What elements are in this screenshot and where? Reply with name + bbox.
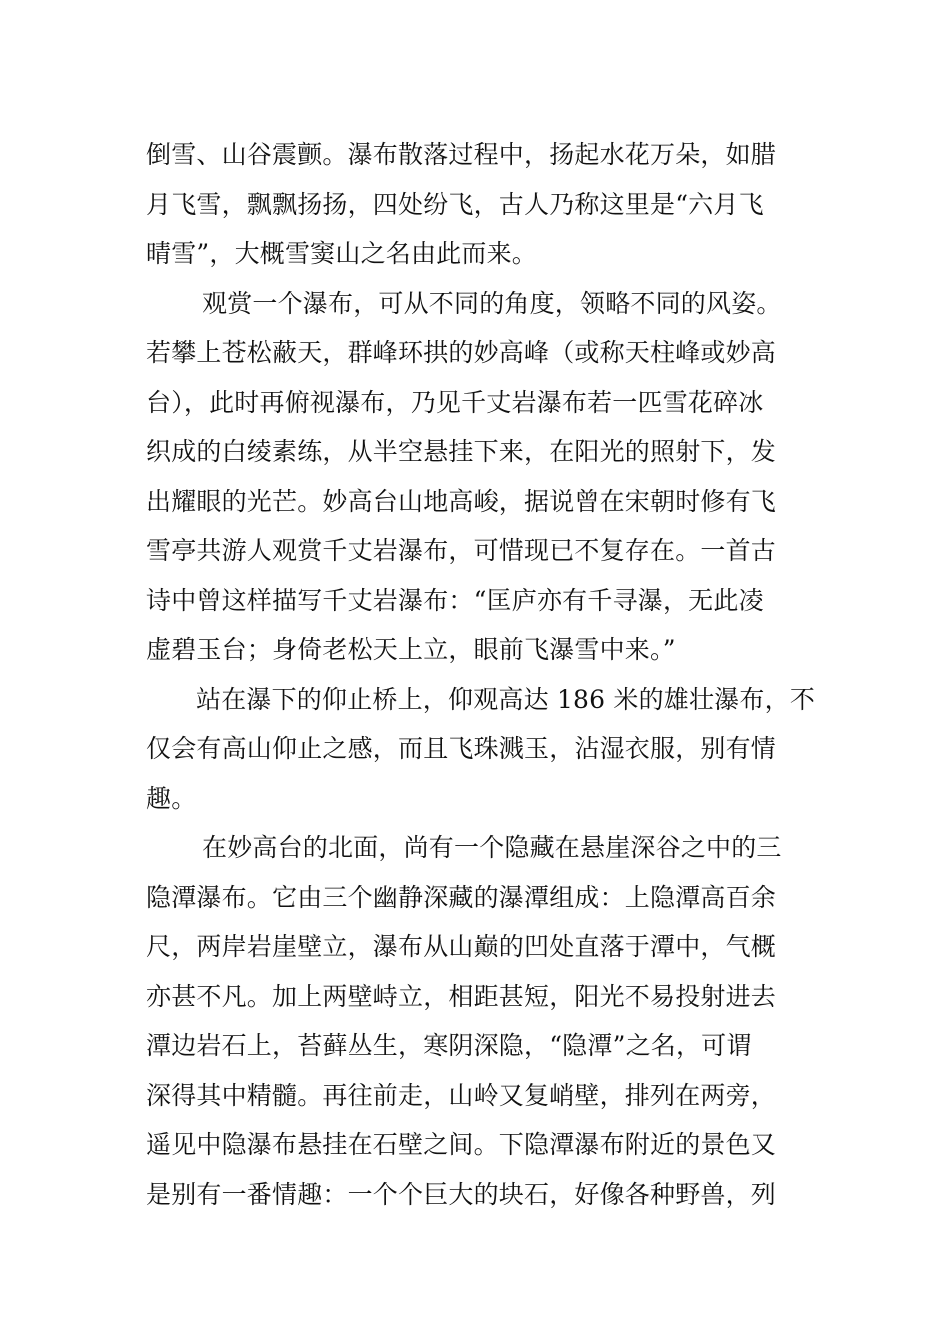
text-line: 台），此时再俯视瀑布，乃见千丈岩瀑布若一匹雪花碎冰 bbox=[146, 387, 764, 417]
text-line: 虚碧玉台；身倚老松天上立，眼前飞瀑雪中来。” bbox=[146, 635, 676, 664]
body-text bbox=[146, 130, 816, 1219]
text-line: 是别有一番情趣：一个个巨大的块石，好像各种野兽，列 bbox=[146, 1179, 777, 1209]
text-line: 亦甚不凡。加上两壁峙立，相距甚短，阳光不易投射进去 bbox=[146, 981, 777, 1011]
paragraph-first-line: 在妙高台的北面，尚有一个隐藏在悬崖深谷之中的三 bbox=[202, 833, 782, 862]
text-line: 月飞雪，飘飘扬扬，四处纷飞，古人乃称这里是“六月飞 bbox=[146, 189, 764, 219]
text-line: 遥见中隐瀑布悬挂在石壁之间。下隐潭瀑布附近的景色又 bbox=[146, 1130, 777, 1159]
text-line: 晴雪”，大概雪窦山之名由此而来。 bbox=[146, 239, 537, 268]
text-line: 若攀上苍松蔽天，群峰环拱的妙高峰（或称天柱峰或妙高 bbox=[146, 338, 777, 367]
text-line: 潭边岩石上，苔藓丛生，寒阴深隐，“隐潭”之名，可谓 bbox=[146, 1031, 752, 1060]
text-line: 诗中曾这样描写千丈岩瀑布：“匡庐亦有千寻瀑，无此凌 bbox=[146, 585, 764, 615]
text-line: 深得其中精髓。再往前走，山岭又复峭壁，排列在两旁， bbox=[146, 1080, 777, 1110]
paragraph-first-line: 观赏一个瀑布，可从不同的角度，领略不同的风姿。 bbox=[202, 288, 782, 318]
text-line: 雪亭共游人观赏千丈岩瀑布，可惜现已不复存在。一首古 bbox=[146, 536, 777, 565]
text-line: 尺，两岸岩崖壁立，瀑布从山巅的凹处直落于潭中，气概 bbox=[146, 932, 777, 961]
text-line: 隐潭瀑布。它由三个幽静深藏的瀑潭组成：上隐潭高百余 bbox=[146, 882, 777, 912]
text-line: 趣。 bbox=[146, 783, 197, 813]
text-line: 仅会有高山仰止之感，而且飞珠溅玉，沾湿衣服，别有情 bbox=[146, 734, 777, 763]
paragraph-first-line: 站在瀑下的仰止桥上，仰观高达 186 米的雄壮瀑布，不 bbox=[196, 684, 816, 714]
text-line: 织成的白绫素练，从半空悬挂下来，在阳光的照射下，发 bbox=[146, 437, 777, 466]
text-line: 出耀眼的光芒。妙高台山地高峻，据说曾在宋朝时修有飞 bbox=[146, 486, 777, 516]
text-line: 倒雪、山谷震颤。瀑布散落过程中，扬起水花万朵，如腊 bbox=[146, 140, 777, 169]
